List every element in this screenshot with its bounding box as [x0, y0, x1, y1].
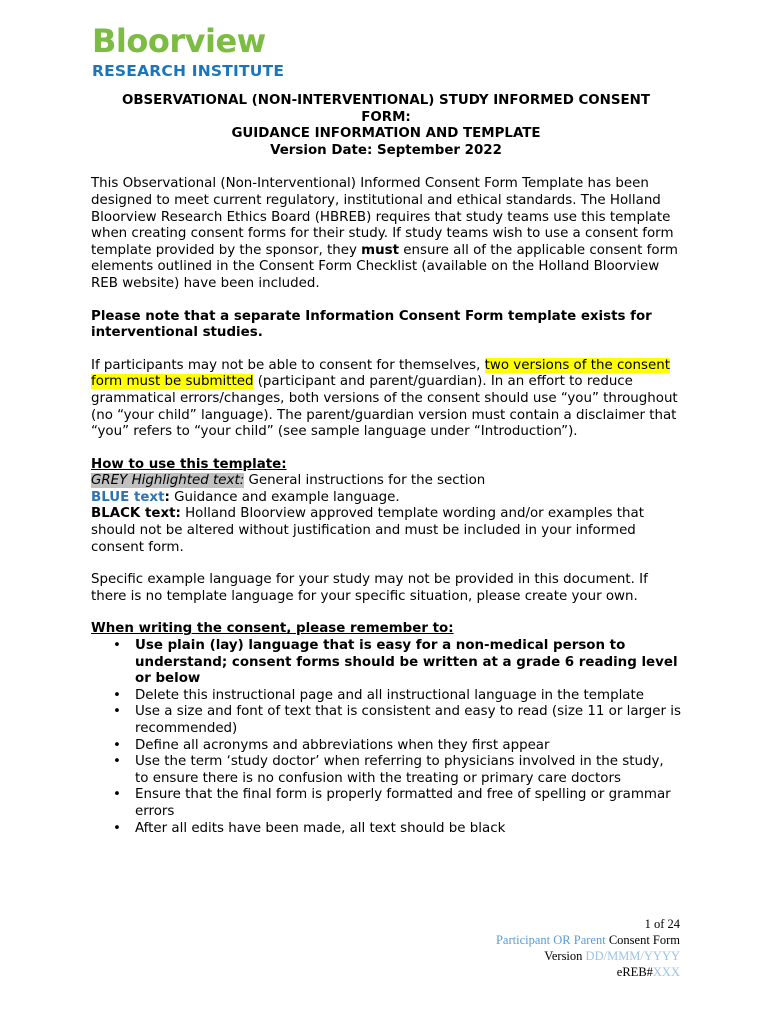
specific-language-paragraph: Specific example language for your study may not be provided in this document. If there is no template language for your specific situation, please create your own. [91, 572, 648, 604]
participants-paragraph: If participants may not be able to consent for themselves, two versions of the consent form must be submitted (participant and parent/guardian). In an effort to reduce grammatical errors/changes, both versions of the consent should use “you” throughout (no “your child” language). The parent/guardian version must contain a disclaimer that “you” refers to “your child” (see sample language under “Introduction”). [91, 357, 678, 440]
list-item: • After all edits have been made, all text should be black [135, 821, 681, 838]
how-to-section [91, 457, 681, 557]
page-number: 1 of 24 [644, 917, 680, 931]
page-footer [496, 916, 680, 980]
list-item: • Define all acronyms and abbreviations when they first appear [135, 738, 681, 755]
ereb-number: eREB#XXX [616, 965, 680, 979]
logo-subtitle: RESEARCH INSTITUTE [92, 62, 285, 80]
list-item: • Use the term ‘study doctor’ when referring to physicians involved in the study, to ensure there is no confusion with the treating or primary care doctors [135, 754, 681, 787]
interventional-note: Please note that a separate Information Consent Form template exists for interventional studies. [91, 308, 652, 341]
logo-wordmark: Bloorview [92, 22, 266, 60]
grey-text-legend: GREY Highlighted text: General instructions for the section [91, 473, 486, 489]
version-date: Version Date: September 2022 [270, 142, 502, 158]
document-body [91, 93, 681, 837]
blue-text-legend: BLUE text: Guidance and example language. [91, 489, 400, 505]
intro-paragraph: This Observational (Non-Interventional) Informed Consent Form Template has been designed to meet current regulatory, institutional and ethical standards. The Holland Bloorview Research Ethics Board (HBREB) requires that study teams use this template when creating consent forms for their study. If study teams wish to use a consent form template provided by the sponsor, they must ensure all of the applicable consent form elements outlined in the Consent Form Checklist (available on the Holland Bloorview REB website) have been included. [91, 176, 678, 291]
highlighted-requirement: two versions of the consent form must be submitted [91, 357, 670, 390]
list-item: • Ensure that the final form is properly formatted and free of spelling or grammar errors [135, 787, 681, 820]
list-item: • Use a size and font of text that is consistent and easy to read (size 11 or larger is recommended) [135, 704, 681, 737]
document-title [91, 93, 681, 159]
how-to-heading: How to use this template: [91, 456, 287, 472]
remember-section [91, 621, 681, 837]
remember-heading: When writing the consent, please remember to: [91, 621, 454, 637]
title-line-1: OBSERVATIONAL (NON-INTERVENTIONAL) STUDY INFORMED CONSENT [121, 93, 651, 108]
title-line-2: FORM: [361, 109, 411, 125]
title-line-3: GUIDANCE INFORMATION AND TEMPLATE [231, 126, 541, 142]
remember-list [91, 638, 681, 837]
must-emphasis: must [361, 242, 400, 258]
list-item: • Use plain (lay) language that is easy for a non-medical person to understand; consent forms should be written at a grade 6 reading level or below [135, 638, 681, 688]
form-version: Version DD/MMM/YYYY [544, 949, 680, 963]
form-type: Participant OR Parent Consent Form [495, 933, 680, 947]
black-text-legend: BLACK text: Holland Bloorview approved template wording and/or examples that should not be altered without justification and must be included in your informed consent form. [91, 506, 644, 555]
bloorview-logo [92, 22, 284, 80]
list-item: • Delete this instructional page and all instructional language in the template [135, 688, 681, 705]
